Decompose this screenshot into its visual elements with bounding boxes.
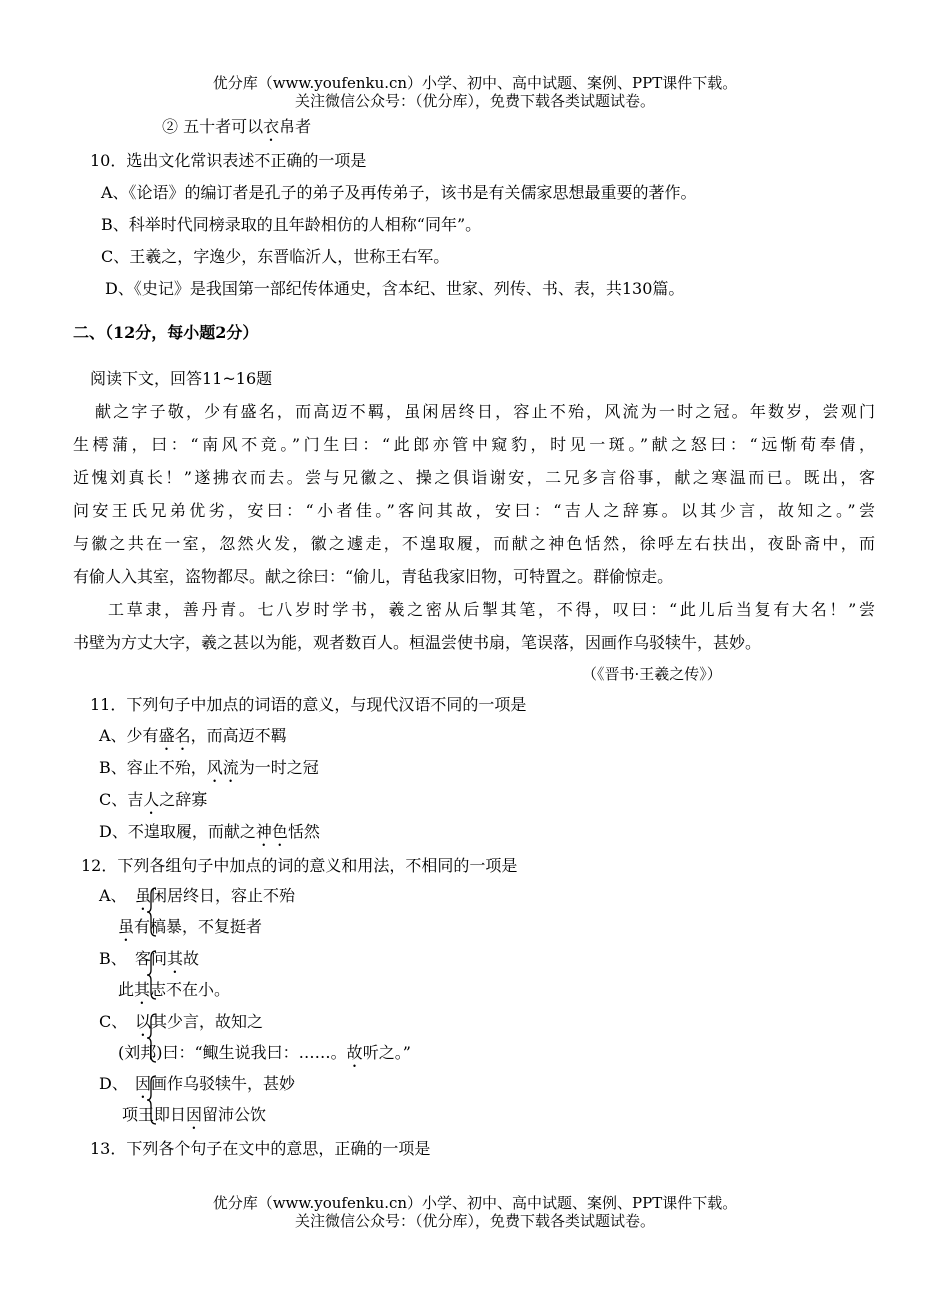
passage-line-1: 献之字子敬，少有盛名，而高迈不羁，虽闲居终日，容止不殆，风流为一时之冠。年数岁，尝观门	[95, 402, 875, 421]
q12-d-l2-post: 留沛公饮	[202, 1105, 267, 1124]
q12-c-label: C、	[99, 1012, 128, 1031]
q12-c-l1-post: 其少言，故知之	[151, 1012, 264, 1031]
section-2-instruction: 阅读下文，回答11~16题	[90, 369, 273, 388]
passage-source: （《晋书·王羲之传》）	[582, 665, 722, 683]
q11-c-post: 之辞寡	[159, 790, 208, 809]
q11-d-pre: D、不遑取履，而献之	[99, 822, 256, 841]
q12-d-l2-dot-word: 因	[186, 1105, 203, 1124]
q12-b-l1-pre: 客问	[135, 949, 168, 968]
q11-option-a	[99, 726, 287, 754]
q11-stem: 11．下列句子中加点的词语的意义，与现代汉语不同的一项是	[90, 695, 527, 714]
q12-a-l2-dot-word: 虽	[118, 917, 135, 936]
q12-a-line-1	[135, 886, 295, 914]
q12-d-label: D、	[99, 1074, 128, 1093]
q11-d-post: 恬然	[287, 822, 320, 841]
q12-c-l1-dot-word: 以	[135, 1012, 152, 1031]
q11-a-pre: A、少有	[99, 726, 159, 745]
q10-option-a: A、《论语》的编订者是孔子的弟子及再传弟子，该书是有关儒家思想最重要的著作。	[101, 183, 697, 202]
passage-line-6: 有偷人入其室，盗物都尽。献之徐曰：“偷儿，青毡我家旧物，可特置之。群偷惊走。	[73, 567, 674, 586]
q12-c-l2-post: 听之。”	[362, 1043, 411, 1062]
q12-c-l2-pre: (刘邦)曰：“鲰生说我曰：……。	[118, 1043, 347, 1062]
q11-b-pre: B、容止不殆，	[99, 758, 207, 777]
header-line-1: 优分库（www.youfenku.cn）小学、初中、高中试题、案例、PPT课件下载。	[212, 74, 738, 92]
q11-b-dot-word: 风流	[206, 758, 239, 777]
q12-b-l1-post: 故	[183, 949, 200, 968]
q11-option-c	[99, 790, 207, 818]
q12-c-line-2	[118, 1043, 411, 1071]
q11-c-dot-word: 人	[143, 790, 160, 809]
q12-b-line-2	[118, 980, 230, 1008]
q12-a-l1-post: 闲居终日，容止不殆	[151, 886, 296, 905]
q12-a-l2-post: 有槁暴，不复挺者	[134, 917, 263, 936]
q10-option-d: D、《史记》是我国第一部纪传体通史，含本纪、世家、列传、书、表，共130篇。	[105, 279, 685, 298]
passage-line-7: 工草隶，善丹青。七八岁时学书，羲之密从后掣其笔，不得，叹曰：“此儿后当复有大名！”尝	[108, 600, 875, 619]
q12-a-l1-dot-word: 虽	[135, 886, 152, 905]
q12-b-line-1	[135, 949, 199, 977]
q9-item-2-pre: ② 五十者可以	[162, 117, 264, 136]
q13-stem: 13．下列各个句子在文中的意思，正确的一项是	[90, 1139, 431, 1158]
q12-d-line-1	[135, 1074, 295, 1102]
q12-b-label: B、	[99, 949, 127, 968]
q12-d-l1-post: 画作乌驳犊牛，甚妙	[151, 1074, 296, 1093]
q12-a-line-2	[118, 917, 262, 945]
passage-line-3: 近愧刘真长！”遂拂衣而去。尝与兄徽之、操之俱诣谢安，二兄多言俗事，献之寒温而已。既出，客	[73, 468, 875, 487]
passage-line-2: 生樗蒲，曰：“南风不竞。”门生曰：“此郎亦管中窥豹，时见一斑。”献之怒曰：“远惭荀奉倩，	[73, 435, 875, 454]
section-2-title: 二、（12分，每小题2分）	[73, 323, 259, 342]
header-line-2: 关注微信公众号：（优分库），免费下载各类试题试卷。	[294, 92, 655, 110]
q9-item-2	[162, 117, 311, 145]
q11-a-dot-word: 盛名	[158, 726, 191, 745]
passage-line-8: 书壁为方丈大字，羲之甚以为能，观者数百人。桓温尝使书扇，笔误落，因画作乌驳犊牛，甚妙。	[73, 633, 762, 652]
footer-line-1: 优分库（www.youfenku.cn）小学、初中、高中试题、案例、PPT课件下载。	[212, 1194, 738, 1212]
q12-b-l2-pre: 此	[118, 980, 135, 999]
q12-b-l2-dot-word: 其	[134, 980, 151, 999]
q12-b-l1-dot-word: 其	[167, 949, 184, 968]
q12-d-l1-dot-word: 因	[135, 1074, 152, 1093]
q10-option-c: C、王羲之，字逸少，东晋临沂人，世称王右军。	[101, 247, 450, 266]
passage-line-5: 与徽之共在一室，忽然火发，徽之遽走，不遑取履，而献之神色恬然，徐呼左右扶出，夜卧斋中，而	[73, 534, 875, 553]
footer-line-2: 关注微信公众号：（优分库），免费下载各类试题试卷。	[294, 1212, 655, 1230]
q12-c-line-1	[135, 1012, 263, 1040]
q11-b-post: 为一时之冠	[238, 758, 319, 777]
q9-item-2-dot-word: 衣	[263, 117, 280, 136]
q12-d-l2-pre: 项王即日	[122, 1105, 187, 1124]
passage-line-4: 问安王氏兄弟优劣，安曰：“小者佳。”客问其故，安曰：“吉人之辞寡。以其少言，故知之。”尝	[73, 501, 875, 520]
q12-a-label: A、	[99, 886, 127, 905]
q12-stem: 12．下列各组句子中加点的词的意义和用法，不相同的一项是	[81, 856, 518, 875]
q10-option-b: B、科举时代同榜录取的且年龄相仿的人相称“同年”。	[101, 215, 482, 234]
q12-b-l2-post: 志不在小。	[150, 980, 231, 999]
q11-option-d	[99, 822, 320, 850]
q11-a-post: ，而高迈不羁	[190, 726, 287, 745]
q12-d-line-2	[122, 1105, 266, 1133]
q11-c-pre: C、吉	[99, 790, 144, 809]
q9-item-2-post: 帛者	[279, 117, 312, 136]
q10-stem: 10．选出文化常识表述不正确的一项是	[90, 151, 367, 170]
q11-option-b	[99, 758, 319, 786]
q11-d-dot-word: 神色	[255, 822, 288, 841]
q12-c-l2-dot-word: 故	[346, 1043, 363, 1062]
